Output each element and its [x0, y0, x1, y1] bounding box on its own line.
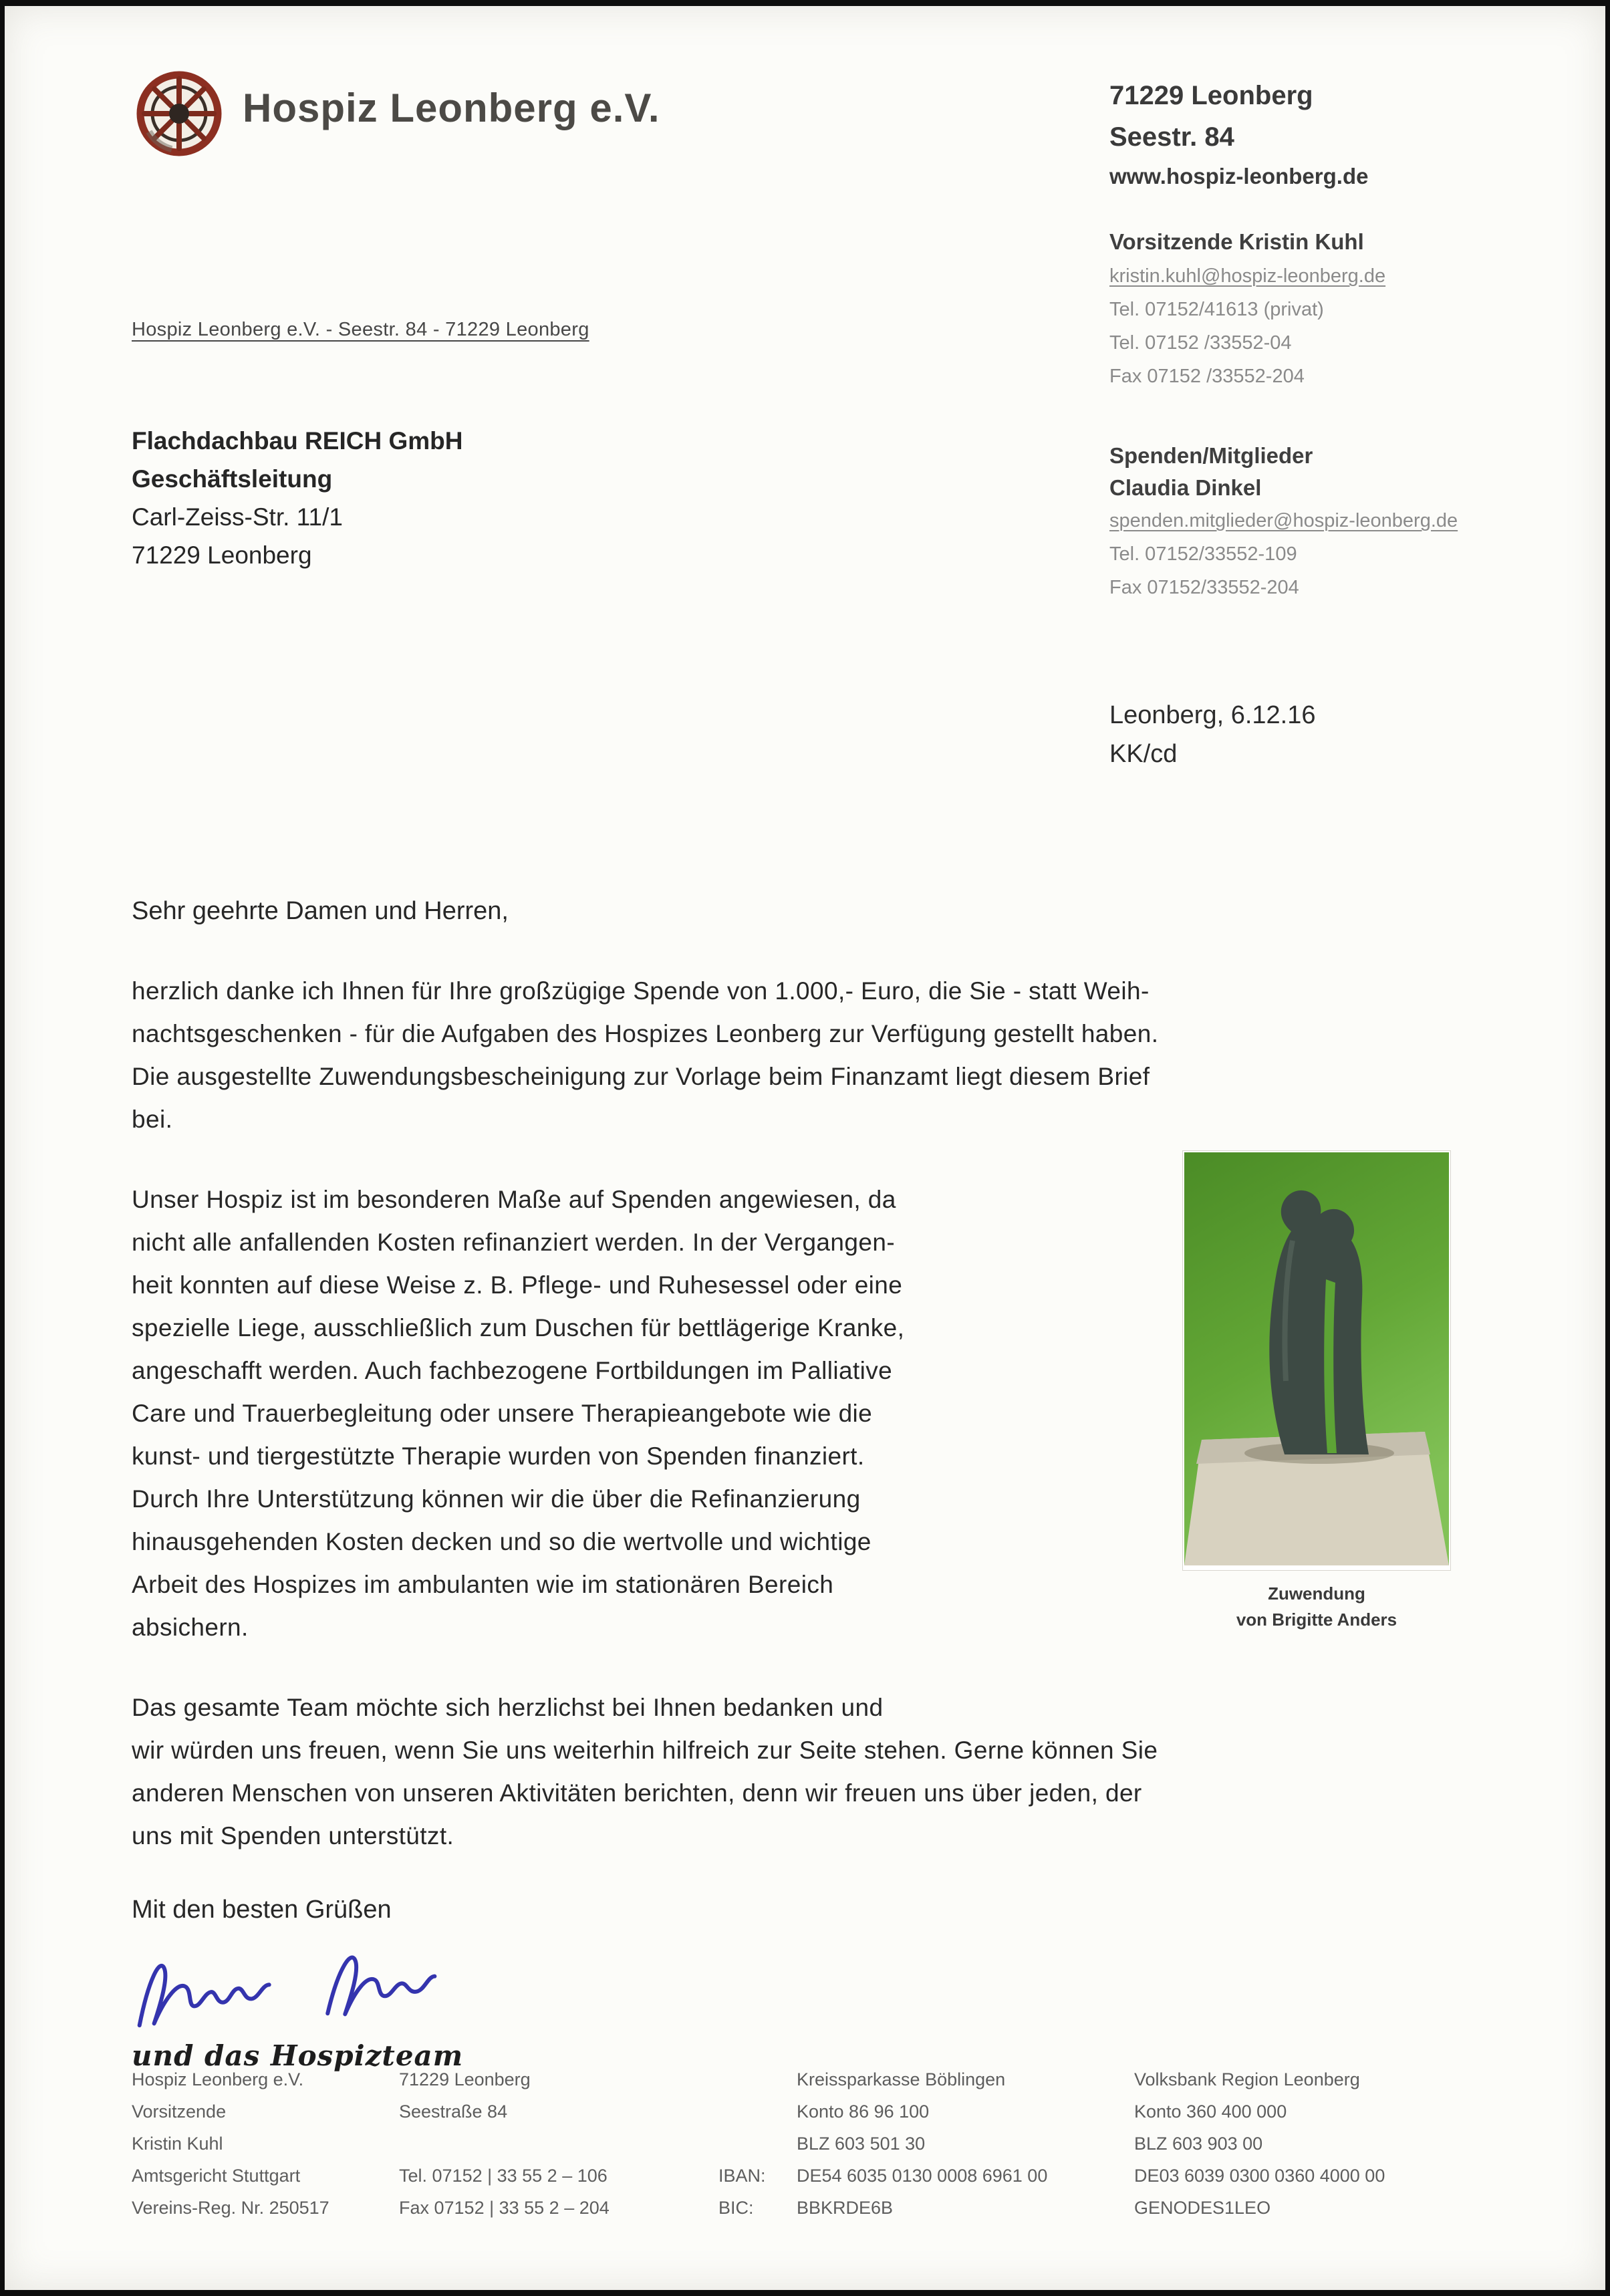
reference-initials: KK/cd: [1109, 740, 1178, 768]
body-line: bei.: [132, 1106, 173, 1133]
photo-caption: [1182, 1580, 1451, 1632]
body-line: wir würden uns freuen, wenn Sie uns weiterhin hilfreich zur Seite stehen. Gerne können Sie: [132, 1737, 1158, 1764]
footer-line: DE03 6039 0300 0360 4000 00: [1134, 2166, 1385, 2186]
footer-label: [718, 2128, 797, 2160]
chair-tel-private: Tel. 07152/41613 (privat): [1109, 299, 1324, 320]
body-line: Unser Hospiz ist im besonderen Maße auf Spenden angewiesen, da: [132, 1186, 896, 1213]
photo-frame: [1182, 1150, 1451, 1571]
footer-line: Amtsgericht Stuttgart: [132, 2166, 301, 2186]
donations-contact-name: Claudia Dinkel: [1109, 475, 1262, 500]
footer-line: Volksbank Region Leonberg: [1134, 2069, 1360, 2089]
body-line: angeschafft werden. Auch fachbezogene Fortbildungen im Palliative: [132, 1357, 893, 1384]
footer-line: Konto 360 400 000: [1134, 2101, 1287, 2122]
spacer: [1109, 195, 1537, 225]
chair-tel: Tel. 07152 /33552-04: [1109, 332, 1292, 354]
handwritten-signature: [126, 1936, 501, 2043]
footer-line: Fax 07152 | 33 55 2 – 204: [399, 2198, 610, 2218]
body-line: herzlich danke ich Ihnen für Ihre großzügige Spende von 1.000,- Euro, die Sie - statt Weih-: [132, 977, 1150, 1005]
footer-line: [399, 2128, 610, 2160]
footer-iban-value: DE54 6035 0130 0008 6961 00: [797, 2166, 1048, 2186]
footer-line: [718, 2128, 1047, 2160]
footer-bic-label: BIC:: [718, 2198, 754, 2218]
body-line: nachtsgeschenken - für die Aufgaben des Hospizes Leonberg zur Verfügung gestellt haben.: [132, 1020, 1159, 1047]
donations-email: spenden.mitglieder@hospiz-leonberg.de: [1109, 510, 1458, 531]
body-line: spezielle Liege, ausschließlich zum Duschen für bettlägerige Kranke,: [132, 1314, 905, 1342]
body-line: Das gesamte Team möchte sich herzlichst bei Ihnen bedanken und: [132, 1694, 884, 1721]
body-line: hinausgehenden Kosten decken und so die wertvolle und wichtige: [132, 1528, 871, 1555]
recipient-city: 71229 Leonberg: [132, 541, 312, 569]
wheel-logo-svg: [130, 65, 228, 162]
dateline-block: [1109, 696, 1316, 773]
donation-sculpture-photo: [1182, 1150, 1451, 1632]
body-line: kunst- und tiergestützte Therapie wurden von Spenden finanziert.: [132, 1442, 865, 1470]
body-line: absichern.: [132, 1614, 249, 1641]
body-line: nicht alle anfallenden Kosten refinanziert werden. In der Vergangen-: [132, 1229, 896, 1256]
photo-caption-title: Zuwendung: [1268, 1583, 1365, 1604]
chair-title: Vorsitzende Kristin Kuhl: [1109, 229, 1364, 254]
header-website: www.hospiz-leonberg.de: [1109, 164, 1369, 188]
footer-line: 71229 Leonberg: [399, 2069, 531, 2089]
footer-address-column: [399, 2063, 610, 2224]
donations-title: Spenden/Mitglieder: [1109, 443, 1313, 468]
footer-line: Vereins-Reg. Nr. 250517: [132, 2198, 329, 2218]
header-contact-block: [1109, 75, 1537, 604]
place-and-date: Leonberg, 6.12.16: [1109, 701, 1316, 729]
footer-line: GENODES1LEO: [1134, 2198, 1271, 2218]
hospiz-wheel-logo-icon: [130, 65, 228, 162]
footer-bank1-column: [718, 2063, 1047, 2224]
body-line: anderen Menschen von unseren Aktivitäten berichten, denn wir freuen uns über jeden, der: [132, 1779, 1142, 1807]
salutation: Sehr geehrte Damen und Herren,: [132, 897, 509, 925]
recipient-street: Carl-Zeiss-Str. 11/1: [132, 503, 343, 531]
footer-line: [718, 2095, 1047, 2128]
org-title: Hospiz Leonberg e.V.: [243, 86, 660, 130]
donations-tel: Tel. 07152/33552-109: [1109, 543, 1297, 565]
team-signoff: und das Hospizteam: [132, 2039, 464, 2072]
paragraph-1: [132, 970, 1535, 1141]
body-line: Die ausgestellte Zuwendungsbescheinigung zur Vorlage beim Finanzamt liegt diesem Brief: [132, 1063, 1150, 1090]
footer-line: Seestraße 84: [399, 2101, 508, 2122]
footer-line: Hospiz Leonberg e.V.: [132, 2069, 304, 2089]
recipient-company: Flachdachbau REICH GmbH: [132, 427, 463, 455]
header-street: Seestr. 84: [1109, 122, 1234, 152]
recipient-address-block: [132, 422, 462, 574]
letter-page: [5, 6, 1605, 2290]
donations-fax: Fax 07152/33552-204: [1109, 577, 1299, 598]
footer-line: [718, 2063, 1047, 2095]
body-line: heit konnten auf diese Weise z. B. Pflege- und Ruhesessel oder eine: [132, 1271, 903, 1299]
footer-line: BLZ 603 903 00: [1134, 2134, 1263, 2154]
recipient-department: Geschäftsleitung: [132, 465, 333, 493]
footer-line: Tel. 07152 | 33 55 2 – 106: [399, 2166, 608, 2186]
sender-return-address: Hospiz Leonberg e.V. - Seestr. 84 - 71229 Leonberg: [132, 319, 589, 340]
body-line: Care und Trauerbegleitung oder unsere Therapieangebote wie die: [132, 1400, 873, 1427]
body-line: Arbeit des Hospizes im ambulanten wie im stationären Bereich: [132, 1571, 834, 1598]
sculpture-image: [1184, 1152, 1449, 1565]
footer-bank2-column: [1134, 2063, 1385, 2224]
footer-org-column: [132, 2063, 329, 2224]
body-line: Durch Ihre Unterstützung können wir die über die Refinanzierung: [132, 1485, 861, 1513]
photo-caption-artist: von Brigitte Anders: [1236, 1610, 1397, 1630]
footer-value: Konto 86 96 100: [797, 2101, 930, 2122]
footer-line: [718, 2160, 1047, 2192]
footer-line: Kristin Kuhl: [132, 2134, 223, 2154]
closing-salutation: Mit den besten Grüßen: [132, 1896, 392, 1924]
footer-bic-value: BBKRDE6B: [797, 2198, 894, 2218]
body-line: uns mit Spenden unterstützt.: [132, 1822, 454, 1849]
footer-label: [718, 2063, 797, 2095]
chair-fax: Fax 07152 /33552-204: [1109, 366, 1305, 387]
footer-line: [718, 2192, 1047, 2224]
footer-iban-label: IBAN:: [718, 2166, 766, 2186]
footer-value: BLZ 603 501 30: [797, 2134, 926, 2154]
header-city: 71229 Leonberg: [1109, 81, 1313, 110]
spacer: [1109, 393, 1537, 440]
chair-email: kristin.kuhl@hospiz-leonberg.de: [1109, 265, 1386, 287]
footer-line: Vorsitzende: [132, 2101, 227, 2122]
footer-value: Kreissparkasse Böblingen: [797, 2069, 1006, 2089]
footer-label: [718, 2095, 797, 2128]
paragraph-3: [132, 1686, 1535, 1858]
